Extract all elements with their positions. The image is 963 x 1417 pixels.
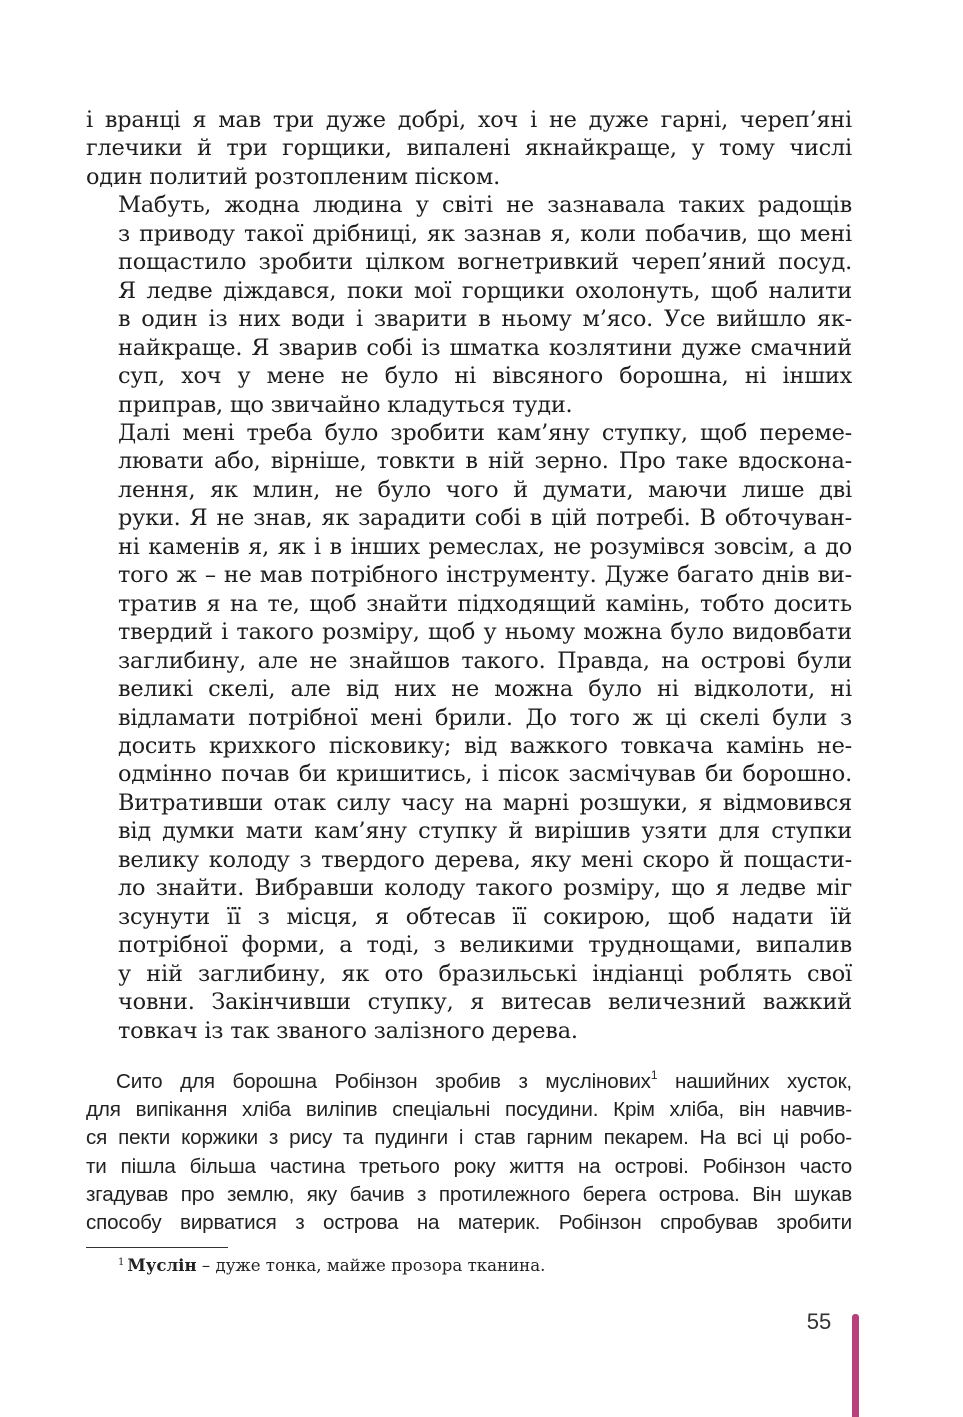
summary-paragraph [86, 1068, 852, 1237]
text-line: згадував про землю, яку бачив з протилежного берега острова. Він шукав [86, 1182, 852, 1206]
page-number: 55 [806, 1309, 832, 1334]
text-line: у ній заглибину, як ото бразильські індіанці роблять свої [118, 960, 852, 987]
summary-line-end: нашийних хусток, [657, 1070, 852, 1093]
text-line: Я ледве діждався, поки мої горщики охолонуть, щоб налити [118, 277, 852, 304]
text-line: суп, хоч у мене не було ні вівсяного борошна, ні інших [118, 363, 852, 390]
footnote-reference[interactable]: 1 [650, 1068, 658, 1082]
text-line: тратив я на те, щоб знайти підходящий камінь, тобто досить [118, 590, 852, 617]
footnote-definition: – дуже тонка, майже прозора тканина. [196, 1256, 546, 1275]
text-line: руки. Я не знав, як зарадити собі в цій потребі. В обточуван- [118, 505, 852, 532]
text-line: ся пекти коржики з рису та пудинги і став гарним пекарем. На всі ці робо- [86, 1126, 852, 1150]
text-line: човни. Закінчивши ступку, я витесав величезний важкий [118, 989, 852, 1016]
summary-line-start: Сито для борошна Робінзон зробив з муслінових [116, 1070, 651, 1093]
text-line: велику колоду з твердого дерева, яку мені скоро й пощасти- [118, 846, 852, 873]
text-line: ні каменів я, як і в інших ремеслах, не розумівся зовсім, а до [118, 533, 852, 560]
text-line: найкраще. Я зварив собі із шматка козлятини дуже смачний [118, 334, 852, 361]
paragraph-1 [86, 106, 852, 191]
text-line: потрібної форми, а тоді, з великими труднощами, випалив [118, 932, 852, 959]
paragraph-3 [86, 419, 852, 1045]
text-line: Далі мені треба було зробити кам’яну ступку, щоб переме- [118, 419, 852, 446]
text-line: досить крихкого пісковику; від важкого товкача камінь не- [118, 732, 852, 759]
text-line: ти пішла більша частина третього року життя на острові. Робінзон часто [86, 1154, 852, 1178]
text-line: один политий розтопленим піском. [86, 163, 501, 190]
text-line: одмінно почав би кришитись, і пісок засмічував би борошно. [118, 761, 852, 788]
text-line: великі скелі, але від них не можна було ні відколоти, ні [118, 676, 852, 703]
text-line: Мабуть, жодна людина у світі не зазнавала таких радощів [118, 192, 852, 219]
text-line: Витративши отак силу часу на марні розшуки, я відмовився [118, 789, 852, 816]
text-line: товкач із так званого залізного дерева. [118, 1017, 578, 1044]
text-line: і вранці я мав три дуже добрі, хоч і не дуже гарні, череп’яні [86, 107, 852, 133]
footnote [118, 1254, 545, 1277]
footnote-divider [86, 1247, 228, 1248]
text-line: заглибину, але не знайшов такого. Правда, на острові були [118, 647, 852, 674]
text-line: твердий і такого розміру, щоб у ньому можна було видовбати [118, 619, 852, 646]
text-line [86, 1068, 852, 1096]
text-line: лення, як млин, не було чого й думати, маючи лише дві [118, 476, 852, 503]
text-line: зсунути її з місця, я обтесав її сокирою, щоб надати їй [118, 903, 852, 930]
text-line: з приводу такої дрібниці, як зазнав я, коли побачив, що мені [118, 220, 852, 247]
text-line: способу вирватися з острова на материк. Робінзон спробував зробити [86, 1211, 852, 1235]
text-line: того ж – не мав потрібного інструменту. Дуже багато днів ви- [118, 562, 852, 589]
text-line: лювати або, вірніше, товкти в ній зерно. Про таке вдоскона- [118, 448, 852, 475]
text-line: від думки мати кам’яну ступку й вирішив узяти для ступки [118, 818, 852, 845]
text-line: в один із них води і зварити в ньому м’ясо. Усе вийшло як- [118, 306, 852, 333]
text-line: глечики й три горщики, випалені якнайкраще, у тому числі [86, 135, 852, 162]
text-line: пощастило зробити цілком вогнетривкий череп’яний посуд. [118, 249, 852, 276]
text-line: для випікання хліба виліпив спеціальні посудини. Крім хліба, він навчив- [86, 1098, 852, 1122]
footnote-term: Муслін [127, 1255, 197, 1275]
main-text [86, 106, 852, 1045]
text-line: відламати потрібної мені брили. До того ж ці скелі були з [118, 704, 852, 731]
paragraph-2 [86, 191, 852, 419]
footnote-number: 1 [118, 1257, 125, 1268]
page-edge-accent-bar [852, 1314, 859, 1417]
text-line: ло знайти. Вибравши колоду такого розміру, що я ледве міг [118, 875, 852, 902]
text-line: приправ, що звичайно кладуться туди. [118, 391, 573, 418]
